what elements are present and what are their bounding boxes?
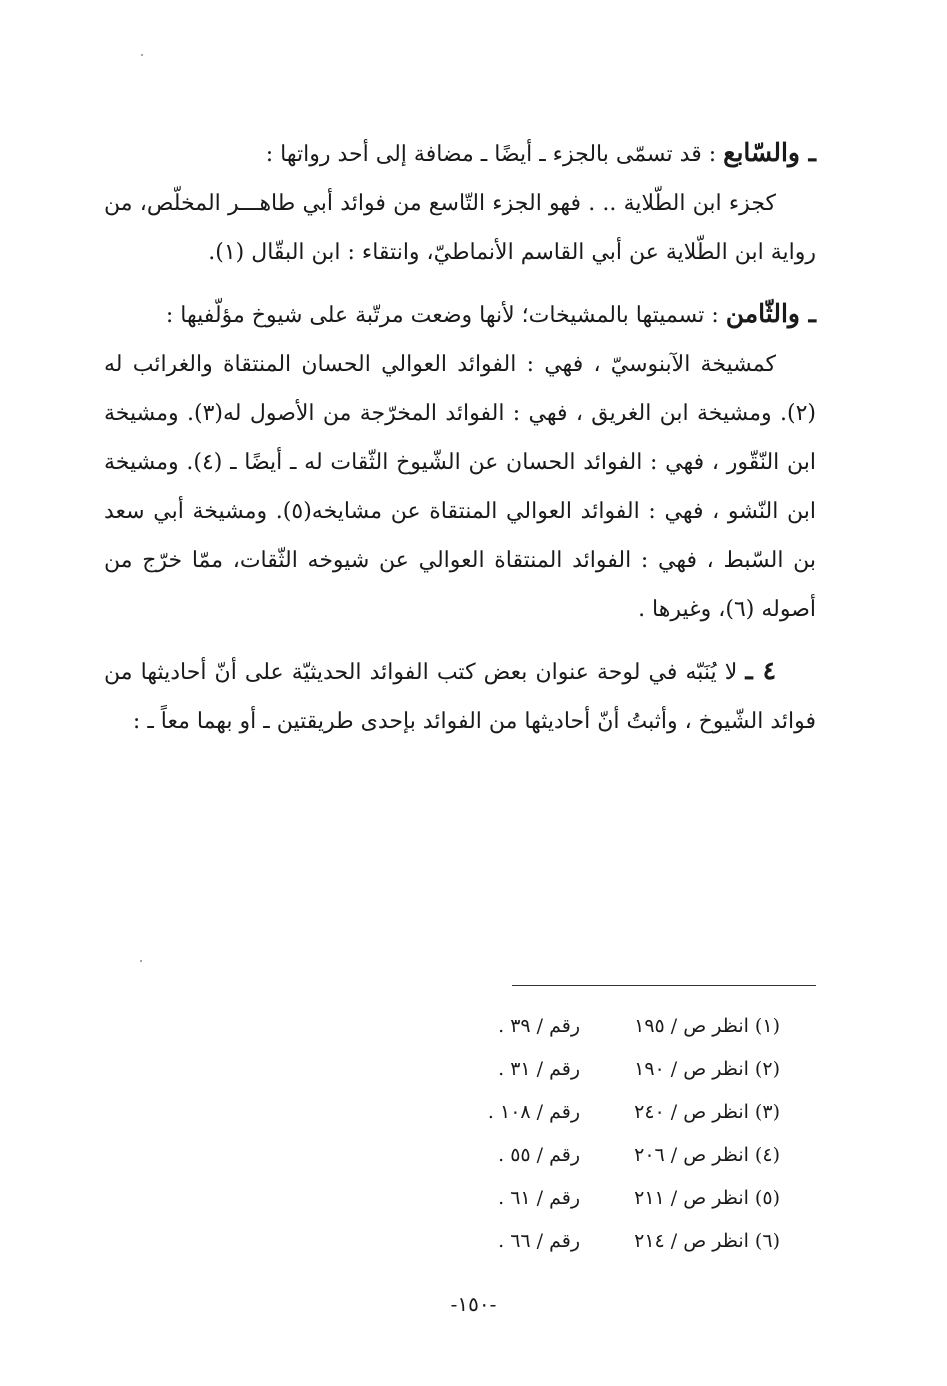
footnote-row [390,1176,780,1219]
footnote-reference: (٣) انظر ص / ٢٤٠ [634,1100,780,1123]
footnote-row [390,1133,780,1176]
paragraph-lead: ـ والثّامن [725,299,816,328]
footnote-number: رقم / ٦٦ . [498,1229,580,1252]
paragraph-seventh [104,128,816,179]
scan-speck [141,54,143,56]
footnote-separator [512,985,816,986]
footnote-number: رقم / ٥٥ . [498,1143,580,1166]
paragraph-example-juz [104,179,816,277]
paragraph-text: : قد تسمّى بالجزء ـ أيضًا ـ مضافة إلى أحد رواتها : [265,142,724,167]
footnote-row [390,1219,780,1262]
footnote-reference: (٥) انظر ص / ٢١١ [634,1186,780,1209]
body-text [104,128,816,746]
page-number: -١٥٠- [450,1292,497,1316]
scan-speck [140,960,142,962]
paragraph-point-four [104,646,816,746]
footnote-reference: (٢) انظر ص / ١٩٠ [634,1057,780,1080]
footnote-number: رقم / ٦١ . [498,1186,580,1209]
footnote-row [390,1047,780,1090]
footnote-row [390,1004,780,1047]
footnote-reference: (٤) انظر ص / ٢٠٦ [634,1143,780,1166]
paragraph-text: لا يُنَبّه في لوحة عنوان بعض كتب الفوائد الحديثيّة على أنّ أحاديثها من فوائد الشّيوخ ، وأثبتُ أنّ أحاديثها من الفوائد بإحدى طريقتين ـ أو بهما معاً ـ : [104,660,816,734]
paragraph-mashyakhat [104,340,816,634]
paragraph-text: كمشيخة الآبنوسيّ ، فهي : الفوائد العوالي الحسان المنتقاة والغرائب له (٢). ومشيخة ابن الغريق ، فهي : الفوائد المخرّجة من الأصول له(٣). ومشيخة ابن النّقّور ، فهي : الفوائد الحسان عن الشّيوخ الثّقات له ـ أيضًا ـ (٤). ومشيخة ابن النّشو ، فهي : الفوائد العوالي المنتقاة عن مشايخه(٥). ومشيخة أبي سعد بن السّبط ، فهي : الفوائد المنتقاة العوالي عن شيوخه الثّقات، ممّا خرّج من أصوله (٦)، وغيرها . [104,352,816,622]
paragraph-eighth [104,289,816,340]
paragraph-lead: ٤ ـ [745,656,776,685]
paragraph-text: كجزء ابن الطّلاية .. . فهو الجزء التّاسع من فوائد أبي طاهـــر المخلّص، من رواية ابن الطّلاية عن أبي القاسم الأنماطيّ، وانتقاء : ابن البقّال (١). [104,191,816,265]
footnote-reference: (١) انظر ص / ١٩٥ [634,1014,780,1037]
footnote-reference: (٦) انظر ص / ٢١٤ [634,1229,780,1252]
footnotes [390,1004,780,1262]
paragraph-text: : تسميتها بالمشيخات؛ لأنها وضعت مرتّبة على شيوخ مؤلّفيها : [165,303,726,328]
footnote-number: رقم / ٣١ . [498,1057,580,1080]
paragraph-lead: ـ والسّابع [723,138,816,167]
footnote-row [390,1090,780,1133]
footnote-number: رقم / ١٠٨ . [487,1100,580,1123]
footnote-number: رقم / ٣٩ . [498,1014,580,1037]
